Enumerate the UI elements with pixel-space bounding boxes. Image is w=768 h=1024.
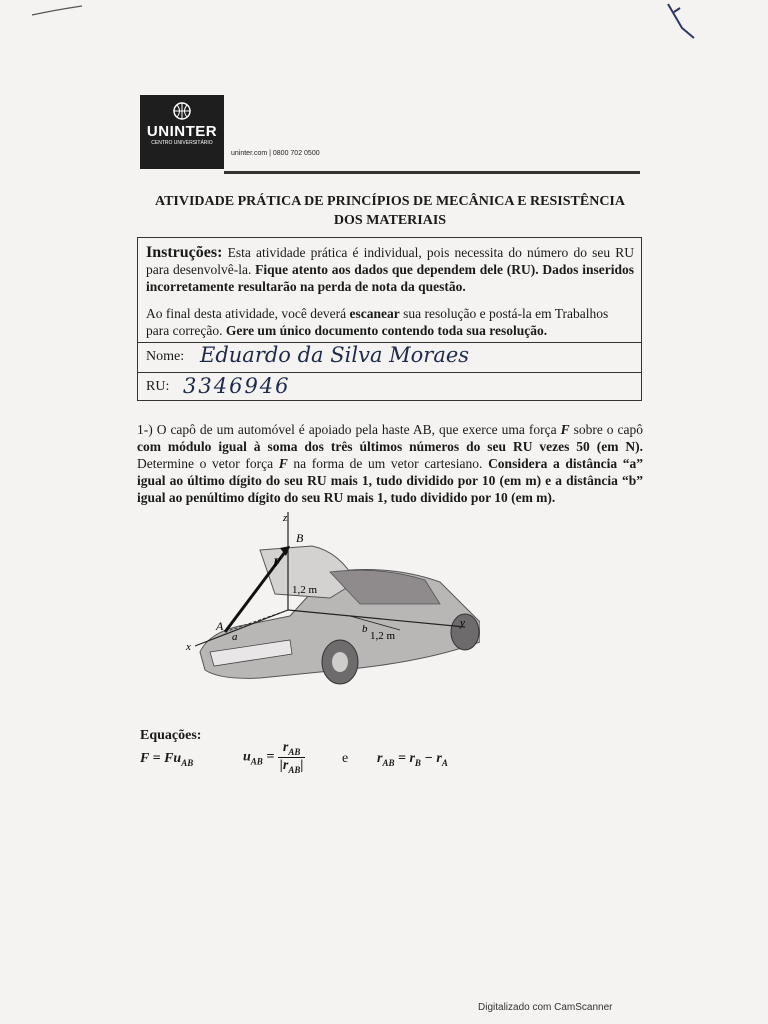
question-module-rule: com módulo igual à soma dos três últimos números do seu RU vezes 50 (em N).: [137, 439, 643, 454]
figure-label-f: F: [273, 555, 282, 569]
question-force-symbol-1: F: [560, 422, 570, 437]
equation-position-rb-sub: B: [414, 757, 421, 768]
equation-unit-lhs: u: [243, 749, 251, 765]
header-contact: uninter.com | 0800 702 0500: [231, 150, 320, 157]
header-rule: [224, 171, 640, 174]
question-text-3: Determine o vetor força: [137, 456, 279, 471]
car-hood-figure: [180, 512, 480, 692]
figure-label-y: y: [460, 617, 465, 629]
ru-row: [138, 372, 641, 402]
figure-label-width: 1,2 m: [370, 630, 396, 642]
equation-position-lhs: r: [377, 751, 383, 766]
instructions-text-2c: sua resolução e postá-la em Trabalhos para correção.: [146, 306, 609, 338]
figure-label-height: 1,2 m: [292, 584, 318, 596]
equations-title: Equações:: [140, 728, 202, 743]
question-force-symbol-2: F: [278, 456, 288, 471]
equation-position-rb: r: [409, 751, 415, 766]
uninter-logo: [140, 95, 224, 169]
title-line-2: DOS MATERIAIS: [333, 213, 447, 228]
equation-unit-vector: $u_{AB}$ = $\frac{r_{AB}}{|r_{AB}|}$: [243, 740, 304, 775]
equation-unit-denominator: |r: [279, 757, 289, 773]
instructions-text-2d: Gere um único documento contendo toda sua resolução.: [225, 323, 548, 338]
pen-mark-top-right: [660, 2, 700, 42]
instructions-paragraph-1: [146, 244, 634, 295]
question-distance-rule: Considera a distância “a” igual ao último dígito do seu RU mais 1, tudo dividido por 10 (em m) e a distância “b” igual ao penúltimo dígito do seu RU mais 1, tudo dividido por 10 (em m).: [137, 456, 643, 505]
equation-unit-denominator-sub: AB: [288, 764, 301, 775]
scanner-footer: Digitalizado com CamScanner: [478, 1002, 613, 1013]
question-1: [137, 421, 643, 506]
name-row: [138, 342, 641, 372]
equation-force: [140, 751, 193, 768]
logo-subtext: CENTRO UNIVERSITÁRIO: [151, 140, 213, 146]
instructions-text-2a: Ao final desta atividade, você deverá: [146, 306, 350, 321]
instructions-lead: Instruções:: [146, 244, 223, 261]
figure-label-x: x: [186, 641, 191, 653]
instructions-warning: Fique atento aos dados que dependem dele (RU). Dados inseridos incorretamente resultarão na perda de nota da questão.: [146, 262, 634, 294]
equation-position-vector: $r_{AB} = r_B - r_A$: [377, 751, 448, 768]
equation-position-lhs-sub: AB: [382, 757, 395, 768]
equation-unit-fraction: [278, 740, 306, 775]
equation-position-ra: r: [436, 751, 442, 766]
ru-label: RU:: [146, 379, 170, 394]
equation-force-text: F = Fu: [140, 751, 182, 766]
equation-unit-numerator: r: [282, 740, 289, 755]
question-text-4: na forma de um vetor cartesiano.: [287, 456, 489, 471]
logo-brand: UNINTER: [146, 123, 218, 140]
figure-label-z: z: [283, 512, 288, 524]
equation-unit-denominator-close: |: [300, 757, 304, 773]
figure-label-b-distance: b: [362, 623, 368, 635]
pen-mark-top-left: [30, 4, 85, 18]
question-text-1: 1-) O capô de um automóvel é apoiado pela haste AB, que exerce uma força: [137, 422, 561, 437]
name-value-handwritten: Eduardo da Silva Moraes: [200, 343, 470, 367]
instructions-box: [137, 237, 642, 401]
instructions-paragraph-2: [146, 305, 634, 339]
equation-and: e: [342, 751, 349, 766]
logo-globe-icon: [140, 101, 224, 124]
figure-label-a-point: A: [216, 619, 224, 633]
equation-unit-numerator-sub: AB: [288, 746, 301, 757]
equation-force-sub: AB: [181, 757, 194, 768]
equation-position-ra-sub: A: [441, 757, 448, 768]
instructions-text-1: Esta atividade prática é individual, pois necessita do número do seu RU para desenvolvê-la.: [146, 245, 634, 277]
name-label: Nome:: [146, 349, 185, 364]
title-line-1: ATIVIDADE PRÁTICA DE PRINCÍPIOS DE MECÂNICA E RESISTÊNCIA: [155, 194, 625, 209]
document-title: [140, 192, 640, 230]
instructions-text-2b: escanear: [349, 306, 400, 321]
equation-unit-lhs-sub: AB: [250, 756, 263, 767]
question-text-2: sobre o capô: [569, 422, 643, 437]
figure-label-b: B: [296, 531, 304, 545]
figure-label-a-distance: a: [232, 631, 238, 643]
ru-value-handwritten: 3346946: [183, 374, 291, 398]
